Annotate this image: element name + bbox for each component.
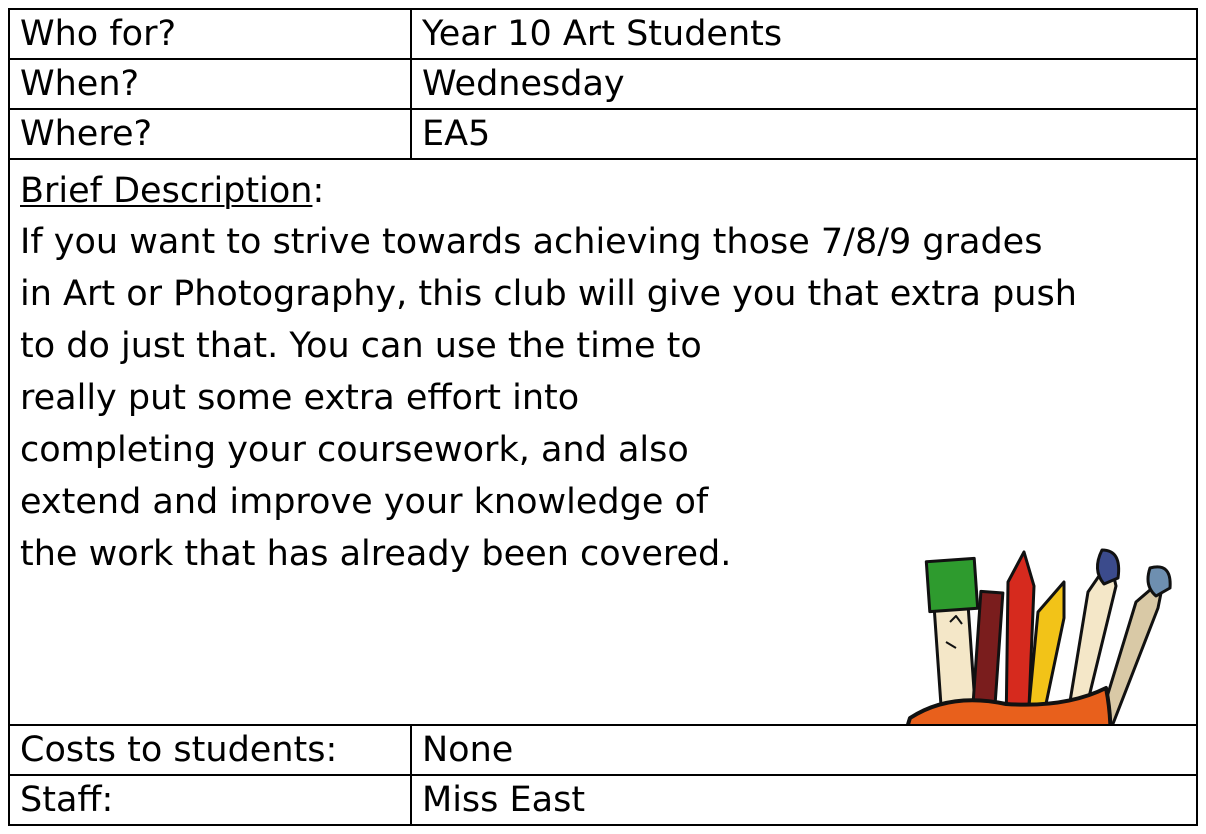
club-info-table <box>8 8 1198 826</box>
description-heading-colon: : <box>312 171 325 211</box>
description-line: to do just that. You can use the time to <box>20 326 702 366</box>
description-heading: Brief Description <box>20 171 313 211</box>
art-supplies-icon <box>888 542 1184 725</box>
when-label: When? <box>9 59 411 109</box>
who-for-value: Year 10 Art Students <box>411 9 1197 59</box>
staff-label: Staff: <box>9 775 411 825</box>
description-line: extend and improve your knowledge of <box>20 482 709 522</box>
description-line: the work that has already been covered. <box>20 534 732 574</box>
description-line: If you want to strive towards achieving those 7/8/9 grades <box>20 222 1043 262</box>
table-row <box>9 109 1197 159</box>
description-line: in Art or Photography, this club will give you that extra push <box>20 274 1077 314</box>
description-line: completing your coursework, and also <box>20 430 689 470</box>
who-for-label: Who for? <box>9 9 411 59</box>
where-value: EA5 <box>411 109 1197 159</box>
where-label: Where? <box>9 109 411 159</box>
when-value: Wednesday <box>411 59 1197 109</box>
description-row <box>9 159 1197 725</box>
table-row <box>9 725 1197 775</box>
costs-label: Costs to students: <box>9 725 411 775</box>
costs-value: None <box>411 725 1197 775</box>
table-row <box>9 775 1197 825</box>
table-row <box>9 59 1197 109</box>
description-line: really put some extra effort into <box>20 378 580 418</box>
table-row <box>9 9 1197 59</box>
staff-value: Miss East <box>411 775 1197 825</box>
description-cell <box>9 159 1197 725</box>
description-heading-line <box>20 166 1196 216</box>
